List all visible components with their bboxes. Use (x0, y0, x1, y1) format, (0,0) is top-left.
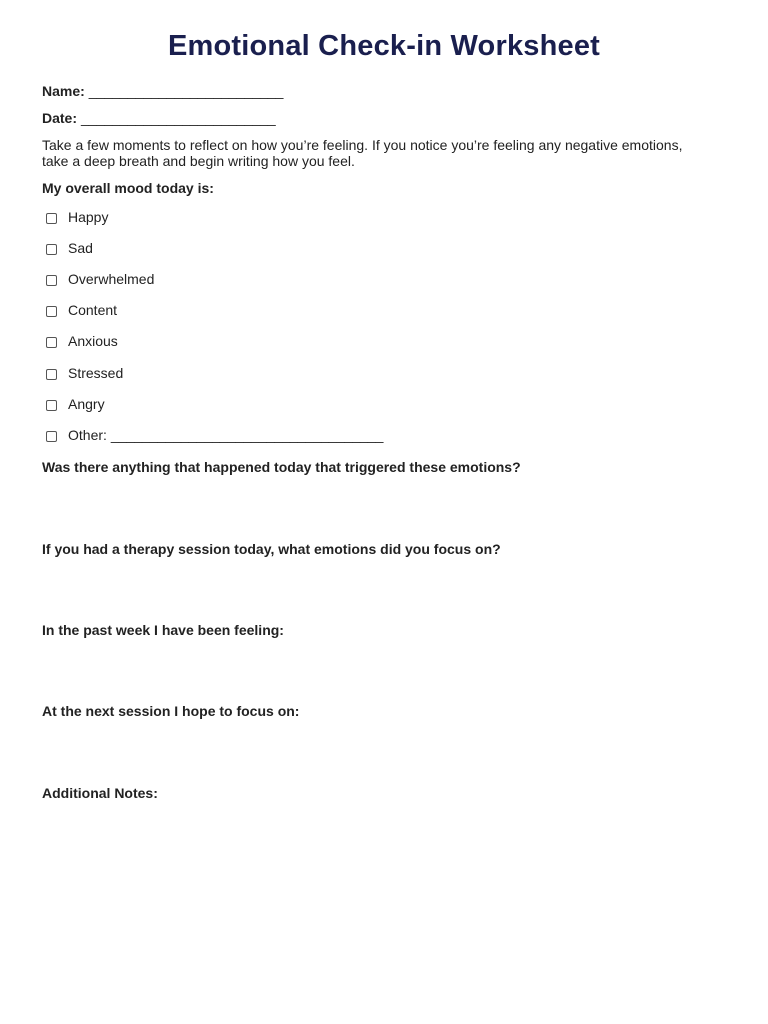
mood-option-label: Anxious (68, 333, 118, 349)
mood-option-label: Overwhelmed (68, 271, 155, 287)
mood-option-stressed[interactable] (46, 364, 123, 382)
name-field[interactable] (42, 83, 283, 99)
name-blank-line[interactable]: _________________________ (88, 83, 284, 99)
date-field[interactable] (42, 110, 276, 126)
mood-option-sad[interactable] (46, 239, 93, 257)
checkbox-icon[interactable] (46, 275, 57, 286)
question-next-session: At the next session I hope to focus on: (42, 703, 300, 719)
additional-notes-heading: Additional Notes: (42, 785, 158, 801)
checkbox-icon[interactable] (46, 244, 57, 255)
name-label: Name: (42, 83, 85, 99)
question-therapy-session: If you had a therapy session today, what emotions did you focus on? (42, 541, 501, 557)
mood-option-angry[interactable] (46, 395, 105, 413)
mood-option-other[interactable] (46, 426, 383, 444)
mood-heading: My overall mood today is: (42, 180, 214, 196)
date-label: Date: (42, 110, 78, 126)
mood-option-happy[interactable] (46, 208, 108, 226)
intro-text: Take a few moments to reflect on how you’re feeling. If you notice you’re feeling any negative emotions, take a deep breath and begin writing how you feel. (42, 137, 683, 169)
mood-option-content[interactable] (46, 301, 117, 319)
question-triggers: Was there anything that happened today that triggered these emotions? (42, 459, 521, 475)
mood-option-overwhelmed[interactable] (46, 270, 154, 288)
checkbox-icon[interactable] (46, 431, 57, 442)
mood-option-anxious[interactable] (46, 332, 118, 350)
question-past-week: In the past week I have been feeling: (42, 622, 284, 638)
checkbox-icon[interactable] (46, 337, 57, 348)
mood-option-label: Stressed (68, 365, 124, 381)
mood-option-label: Angry (68, 396, 105, 412)
date-blank-line[interactable]: _________________________ (81, 110, 276, 126)
checkbox-icon[interactable] (46, 400, 57, 411)
mood-option-label: Sad (68, 240, 93, 256)
checkbox-icon[interactable] (46, 369, 57, 380)
mood-option-label: Happy (68, 209, 109, 225)
checkbox-icon[interactable] (46, 213, 57, 224)
page-title: Emotional Check-in Worksheet (167, 30, 601, 62)
other-blank-line[interactable]: ___________________________________ (110, 427, 384, 443)
mood-option-label: Other: (68, 427, 107, 443)
mood-option-label: Content (68, 302, 118, 318)
checkbox-icon[interactable] (46, 306, 57, 317)
